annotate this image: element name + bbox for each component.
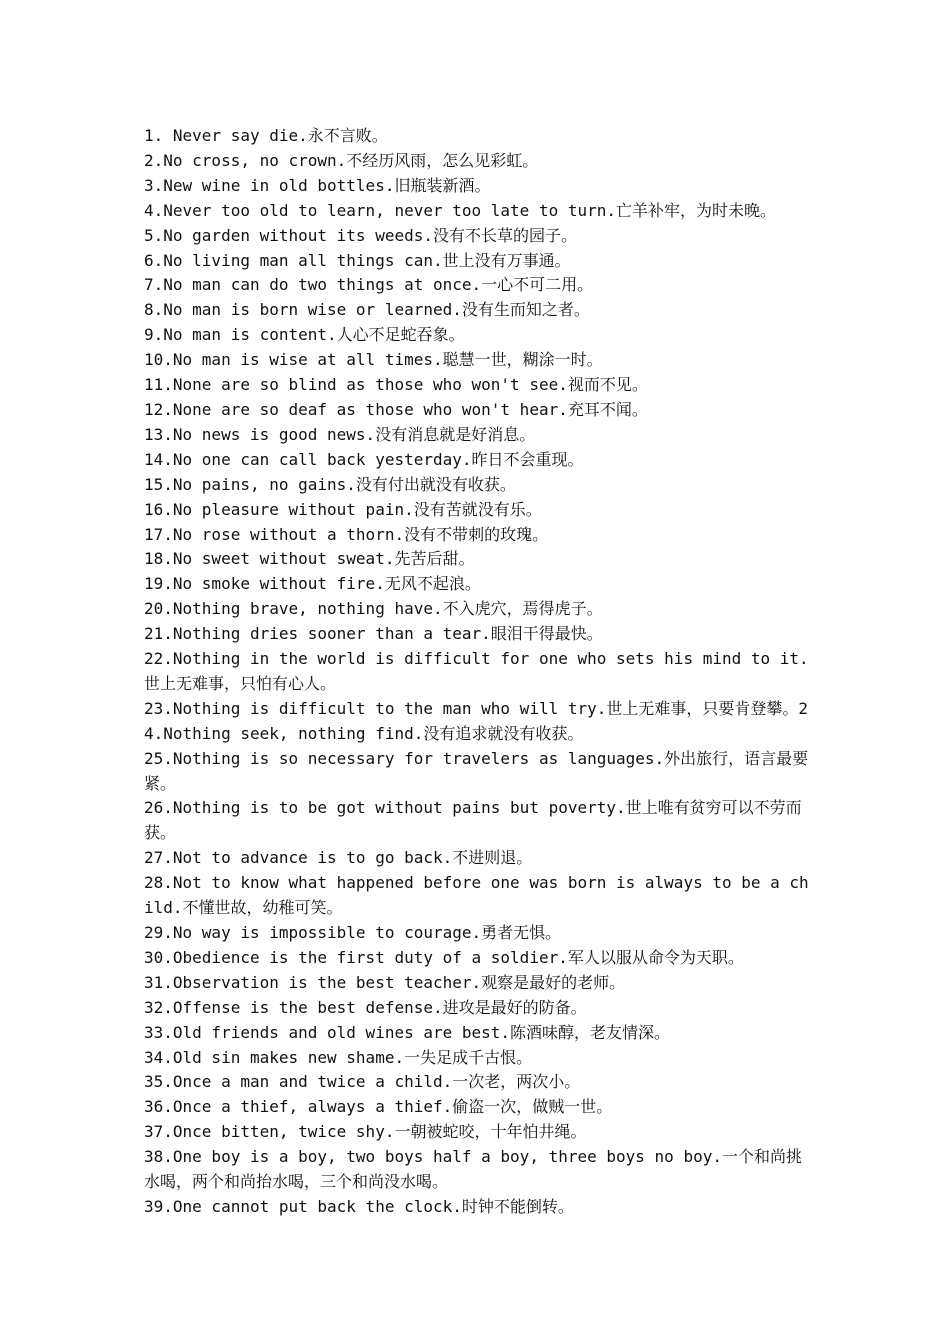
list-item: 27.Not to advance is to go back.不进则退。: [144, 848, 533, 868]
list-item: 28.Not to know what happened before one was born is always to be a child.不懂世故，幼稚可笑。: [144, 873, 809, 918]
list-item: 37.Once bitten, twice shy.一朝被蛇咬，十年怕井绳。: [144, 1122, 587, 1142]
list-item: 5.No garden without its weeds.没有不长草的园子。: [144, 225, 577, 245]
list-item: 26.Nothing is to be got without pains but poverty.世上唯有贫穷可以不劳而获。: [144, 798, 802, 843]
list-item: 32.Offense is the best defense.进攻是最好的防备。: [144, 997, 587, 1017]
list-item: 13.No news is good news.没有消息就是好消息。: [144, 424, 536, 444]
list-item: 38.One boy is a boy, two boys half a boy, three boys no boy.一个和尚挑水喝，两个和尚抬水喝，三个和尚没水喝。: [144, 1147, 802, 1192]
list-item: 11.None are so blind as those who won't see.视而不见。: [144, 375, 648, 395]
list-item: 9.No man is content.人心不足蛇吞象。: [144, 325, 465, 345]
list-item: 29.No way is impossible to courage.勇者无惧。: [144, 923, 562, 942]
list-item: 23.Nothing is difficult to the man who will try.世上无难事，只要肯登攀。24.Nothing seek, nothing find.没有追求就没有收获。: [144, 698, 809, 743]
list-item: 35.Once a man and twice a child.一次老，两次小。: [144, 1072, 581, 1092]
list-item: 21.Nothing dries sooner than a tear.眼泪干得最快。: [144, 624, 603, 644]
list-item: 14.No one can call back yesterday.昨日不会重现。: [144, 449, 584, 469]
list-item: 30.Obedience is the first duty of a soldier.军人以服从命令为天职。: [144, 947, 744, 967]
list-item: 20.Nothing brave, nothing have.不入虎穴，焉得虎子。: [144, 599, 603, 619]
list-item: 39.One cannot put back the clock.时钟不能倒转。: [144, 1196, 574, 1216]
list-item: 8.No man is born wise or learned.没有生而知之者。: [144, 300, 590, 320]
list-item: 22.Nothing in the world is difficult for one who sets his mind to it.世上无难事，只怕有心人。: [144, 649, 809, 693]
proverb-list: [144, 124, 814, 1220]
list-item: 6.No living man all things can.世上没有万事通。: [144, 250, 571, 270]
list-item: 31.Observation is the best teacher.观察是最好的老师。: [144, 972, 626, 992]
list-item: 2.No cross, no crown.不经历风雨，怎么见彩虹。: [144, 150, 539, 170]
list-item: 25.Nothing is so necessary for travelers as languages.外出旅行，语言最要紧。: [144, 748, 809, 793]
list-item: 4.Never too old to learn, never too late to turn.亡羊补牢，为时未晚。: [144, 200, 777, 220]
list-item: 33.Old friends and old wines are best.陈酒味醇，老友情深。: [144, 1022, 671, 1042]
list-item: 10.No man is wise at all times.聪慧一世，糊涂一时。: [144, 350, 603, 370]
list-item: 12.None are so deaf as those who won't hear.充耳不闻。: [144, 399, 648, 419]
list-item: 17.No rose without a thorn.没有不带刺的玫瑰。: [144, 524, 549, 544]
list-item: 7.No man can do two things at once.一心不可二用。: [144, 275, 594, 295]
list-item: 15.No pains, no gains.没有付出就没有收获。: [144, 474, 516, 494]
list-item: 19.No smoke without fire.无风不起浪。: [144, 574, 481, 594]
list-item: 3.New wine in old bottles.旧瓶装新酒。: [144, 175, 491, 195]
list-item: 18.No sweet without sweat.先苦后甜。: [144, 549, 475, 569]
list-item: 1. Never say die.永不言败。: [144, 126, 388, 145]
list-item: 34.Old sin makes new shame.一失足成千古恨。: [144, 1047, 533, 1067]
list-item: 36.Once a thief, always a thief.偷盗一次，做贼一世。: [144, 1097, 613, 1117]
list-item: 16.No pleasure without pain.没有苦就没有乐。: [144, 499, 542, 519]
